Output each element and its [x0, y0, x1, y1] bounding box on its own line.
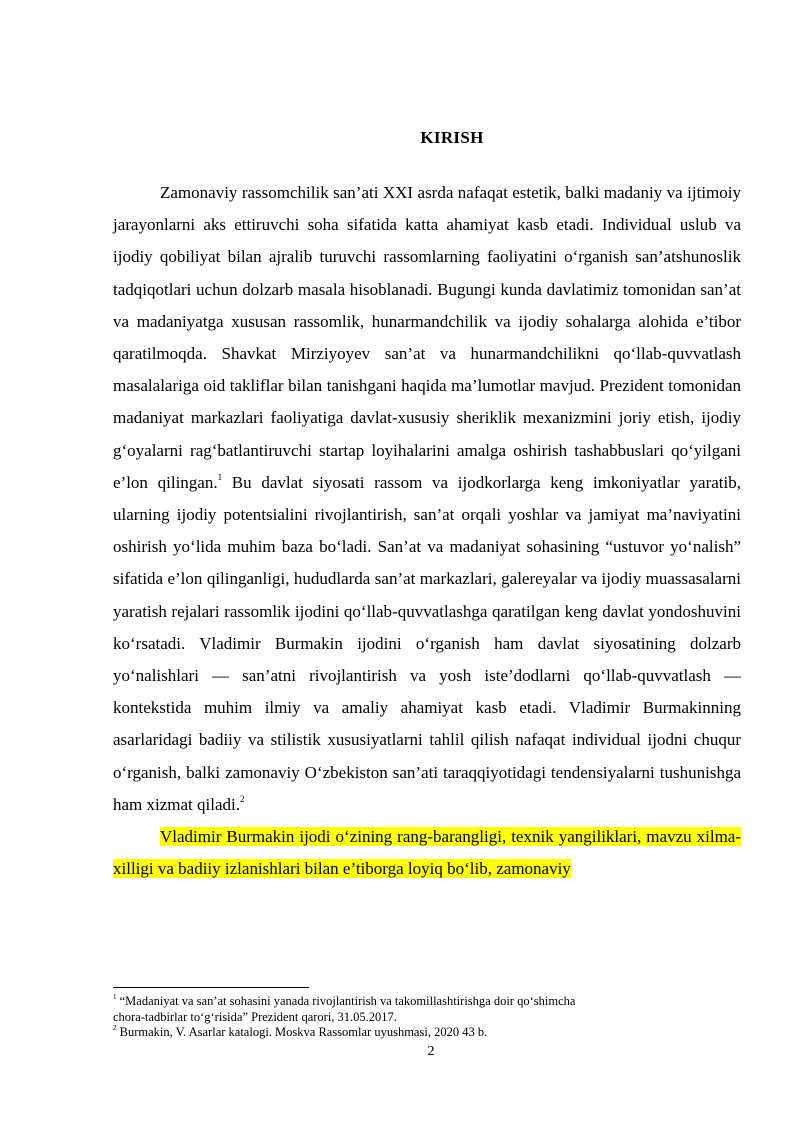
footnote-1-line1: “Madaniyat va san’at sohasini yanada rivojlantirish va takomillashtirishga doir qo‘shimcha: [119, 994, 576, 1008]
body-text: [113, 177, 741, 885]
footnote-separator: [113, 987, 309, 988]
footnote-2-line1: Burmakin, V. Asarlar katalogi. Moskva Rassomlar uyushmasi, 2020 43 b.: [119, 1025, 488, 1039]
page-number: 2: [427, 1044, 435, 1059]
footnote-ref-1: 1: [217, 472, 223, 483]
paragraph-1: [113, 177, 741, 821]
footnote-1-line2: chora-tadbirlar to‘g‘risida” Prezident qarori, 31.05.2017.: [113, 1009, 397, 1024]
footnote-2-marker: 2: [113, 1023, 117, 1032]
footnotes: [113, 994, 713, 1041]
footnote-ref-2: 2: [240, 794, 245, 805]
footnote-1: [113, 994, 713, 1025]
section-title: KIRISH: [420, 128, 484, 147]
paragraph-1-text-a: Zamonaviy rassomchilik san’ati XXI asrda nafaqat estetik, balki madaniy va ijtimoiy jarayonlarni aks ettiruvchi soha sifatida katta ahamiyat kasb etadi. Individual uslub va ijodiy qobiliyat bilan ajralib turuvchi rassomlarning faoliyatini o‘rganish san’atshunoslik tadqiqotlari uchun dolzarb masala hisoblanadi. Bugungi kunda davlatimiz tomonidan san’at va madaniyatga xususan rassomlik, hunarmandchilik va ijodiy sohalarga alohida e’tibor qaratilmoqda. Shavkat Mirziyoyev san’at va hunarmandchilikni qo‘llab-quvvatlash masalalariga oid takliflar bilan tanishgani haqida ma’lumotlar mavjud. Prezident tomonidan madaniyat markazlari faoliyatiga davlat-xususiy sheriklik mexanizmini joriy etish, ijodiy g‘oyalarni rag‘batlantiruvchi startap loyihalarini amalga oshirish tashabbuslari qo‘yilgani e’lon qilingan.: [113, 183, 741, 492]
paragraph-2: [113, 821, 741, 885]
highlighted-text: Vladimir Burmakin ijodi o‘zining rang-barangligi, texnik yangiliklari, mavzu xilma-xilligi va badiiy izlanishlari bilan e’tiborga loyiq bo‘lib, zamonaviy: [113, 827, 741, 879]
paragraph-1-text-b: Bu davlat siyosati rassom va ijodkorlarga keng imkoniyatlar yaratib, ularning ijodiy potentsialini rivojlantirish, san’at orqali yoshlar va jamiyat ma’naviyatini oshirish yo‘lida muhim baza bo‘ladi. San’at va madaniyat sohasining “ustuvor yo‘nalish” sifatida e’lon qilinganligi, hududlarda san’at markazlari, galereyalar va ijodiy muassasalarni yaratish rejalari rassomlik ijodini qo‘llab-quvvatlashga qaratilgan keng davlat yondoshuvini ko‘rsatadi. Vladimir Burmakin ijodini o‘rganish ham davlat siyosatining dolzarb yo‘nalishlari — san’atni rivojlantirish va yosh iste’dodlarni qo‘llab-quvvatlash — kontekstida muhim ilmiy va amaliy ahamiyat kasb etadi. Vladimir Burmakinning asarlaridagi badiiy va stilistik xususiyatlarni tahlil qilish nafaqat individual ijodni chuqur o‘rganish, balki zamonaviy O‘zbekiston san’ati taraqqiyotidagi tendensiyalarni tushunishga ham xizmat qiladi.: [113, 472, 741, 814]
footnote-2: [113, 1025, 713, 1041]
footnote-1-marker: 1: [113, 992, 117, 1001]
